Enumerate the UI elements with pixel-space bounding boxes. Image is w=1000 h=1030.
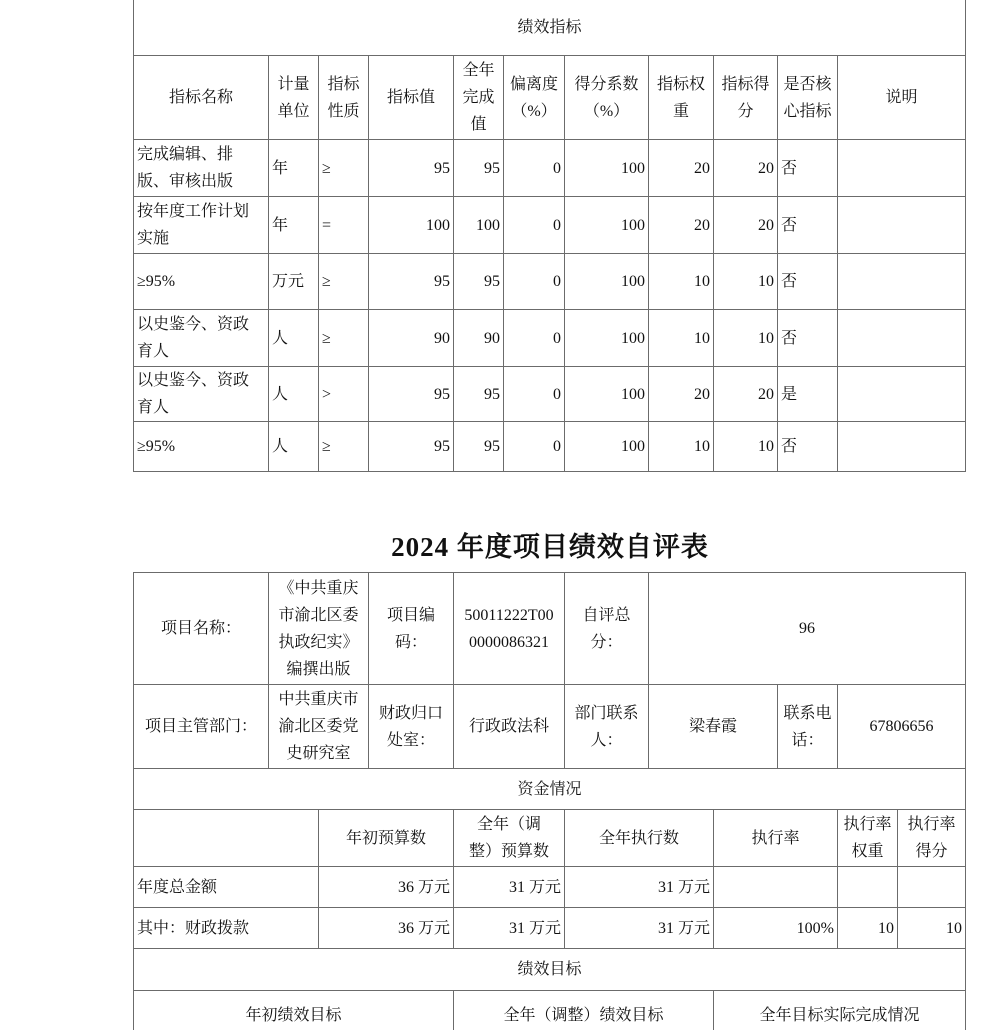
table-cell: 20 bbox=[713, 366, 778, 422]
table-cell: 年 bbox=[268, 139, 319, 197]
table-cell: 年 bbox=[268, 196, 319, 254]
funds-cell: 100% bbox=[713, 907, 838, 949]
table-cell: 10 bbox=[713, 253, 778, 310]
funds-cell: 31 万元 bbox=[453, 907, 565, 949]
funds-cell: 36 万元 bbox=[318, 866, 454, 908]
table-cell bbox=[837, 196, 966, 254]
section-title-goals: 绩效目标 bbox=[133, 948, 966, 991]
funds-cell: 10 bbox=[837, 907, 898, 949]
table-cell: 20 bbox=[648, 196, 714, 254]
table-cell: 人 bbox=[268, 366, 319, 422]
table-cell: 否 bbox=[777, 309, 838, 367]
phone-label: 联系电 话： bbox=[777, 684, 838, 769]
table-cell: 95 bbox=[368, 139, 454, 197]
column-header: 得分系数 （%） bbox=[564, 55, 649, 140]
project-code: 50011222T00 0000086321 bbox=[453, 572, 565, 685]
score-label: 自评总 分： bbox=[564, 572, 649, 685]
funds-column-header: 全年（调 整）预算数 bbox=[453, 809, 565, 867]
project-name-label: 项目名称： bbox=[133, 572, 269, 685]
funds-column-header: 全年执行数 bbox=[564, 809, 714, 867]
goals-column-header: 年初绩效目标 bbox=[133, 990, 454, 1030]
table-cell: ≥ bbox=[318, 253, 369, 310]
table-cell: 100 bbox=[564, 421, 649, 472]
table-cell: 100 bbox=[564, 139, 649, 197]
table-cell: 0 bbox=[503, 309, 565, 367]
table-cell: 20 bbox=[648, 139, 714, 197]
column-header: 偏离度 （%） bbox=[503, 55, 565, 140]
table-cell: 否 bbox=[777, 253, 838, 310]
table-cell bbox=[837, 421, 966, 472]
table-cell: 人 bbox=[268, 309, 319, 367]
self-evaluation-score: 96 bbox=[648, 572, 966, 685]
contact-label: 部门联系 人： bbox=[564, 684, 649, 769]
table-cell: 否 bbox=[777, 421, 838, 472]
phone: 67806656 bbox=[837, 684, 966, 769]
table-cell: 100 bbox=[564, 253, 649, 310]
indicator-name: 按年度工作计划 实施 bbox=[133, 196, 269, 254]
contact-person: 梁春霞 bbox=[648, 684, 778, 769]
table-cell: 100 bbox=[564, 309, 649, 367]
goals-column-header: 全年（调整）绩效目标 bbox=[453, 990, 714, 1030]
funds-cell: 31 万元 bbox=[564, 907, 714, 949]
column-header: 指标得 分 bbox=[713, 55, 778, 140]
table-cell: 是 bbox=[777, 366, 838, 422]
table-cell: 20 bbox=[648, 366, 714, 422]
funds-cell bbox=[837, 866, 898, 908]
table-cell: 100 bbox=[564, 196, 649, 254]
table-cell bbox=[837, 366, 966, 422]
table-cell: ≥ bbox=[318, 139, 369, 197]
column-header: 指标权 重 bbox=[648, 55, 714, 140]
funds-column-header bbox=[133, 809, 319, 867]
table-cell: 人 bbox=[268, 421, 319, 472]
funds-cell bbox=[897, 866, 966, 908]
table-cell: 0 bbox=[503, 253, 565, 310]
table-cell: = bbox=[318, 196, 369, 254]
table-cell: 10 bbox=[648, 309, 714, 367]
indicator-name: 以史鉴今、资政 育人 bbox=[133, 309, 269, 367]
page-title: 2024 年度项目绩效自评表 bbox=[391, 532, 709, 562]
table-cell: 20 bbox=[713, 139, 778, 197]
table-cell: 否 bbox=[777, 196, 838, 254]
table-cell: 100 bbox=[368, 196, 454, 254]
table-cell: 100 bbox=[564, 366, 649, 422]
indicator-name: 完成编辑、排 版、审核出版 bbox=[133, 139, 269, 197]
table-cell: 否 bbox=[777, 139, 838, 197]
funds-cell: 36 万元 bbox=[318, 907, 454, 949]
table-cell: 95 bbox=[453, 421, 504, 472]
table-cell: 10 bbox=[648, 421, 714, 472]
table-cell: 95 bbox=[368, 421, 454, 472]
table-cell: 10 bbox=[713, 309, 778, 367]
table-cell: 20 bbox=[713, 196, 778, 254]
finance-office: 行政政法科 bbox=[453, 684, 565, 769]
table-cell: 10 bbox=[648, 253, 714, 310]
dept-label: 项目主管部门： bbox=[133, 684, 269, 769]
funds-cell: 10 bbox=[897, 907, 966, 949]
table-cell: 95 bbox=[368, 253, 454, 310]
section-title-indicators: 绩效指标 bbox=[133, 0, 966, 56]
table-cell: 95 bbox=[453, 253, 504, 310]
column-header: 是否核 心指标 bbox=[777, 55, 838, 140]
table-cell: 10 bbox=[713, 421, 778, 472]
indicator-name: 以史鉴今、资政 育人 bbox=[133, 366, 269, 422]
finance-label: 财政归口 处室： bbox=[368, 684, 454, 769]
funds-column-header: 执行率 得分 bbox=[897, 809, 966, 867]
funds-cell bbox=[713, 866, 838, 908]
table-cell: 0 bbox=[503, 139, 565, 197]
column-header: 计量 单位 bbox=[268, 55, 319, 140]
funds-cell: 年度总金额 bbox=[133, 866, 319, 908]
table-cell: 100 bbox=[453, 196, 504, 254]
column-header: 指标名称 bbox=[133, 55, 269, 140]
table-cell bbox=[837, 253, 966, 310]
dept: 中共重庆市 渝北区委党 史研究室 bbox=[268, 684, 369, 769]
table-cell: 90 bbox=[453, 309, 504, 367]
indicator-name: ≥95% bbox=[133, 421, 269, 472]
table-cell: 90 bbox=[368, 309, 454, 367]
table-cell: ≥ bbox=[318, 309, 369, 367]
table-cell: 95 bbox=[453, 366, 504, 422]
table-cell: 0 bbox=[503, 366, 565, 422]
table-cell: ≥ bbox=[318, 421, 369, 472]
funds-cell: 其中：财政拨款 bbox=[133, 907, 319, 949]
column-header: 指标 性质 bbox=[318, 55, 369, 140]
table-cell: 0 bbox=[503, 196, 565, 254]
indicator-name: ≥95% bbox=[133, 253, 269, 310]
funds-column-header: 年初预算数 bbox=[318, 809, 454, 867]
table-cell: 0 bbox=[503, 421, 565, 472]
funds-cell: 31 万元 bbox=[453, 866, 565, 908]
section-title-funds: 资金情况 bbox=[133, 768, 966, 810]
table-cell bbox=[837, 309, 966, 367]
goals-column-header: 全年目标实际完成情况 bbox=[713, 990, 966, 1030]
funds-cell: 31 万元 bbox=[564, 866, 714, 908]
column-header: 指标值 bbox=[368, 55, 454, 140]
funds-column-header: 执行率 权重 bbox=[837, 809, 898, 867]
table-cell: 95 bbox=[453, 139, 504, 197]
project-code-label: 项目编 码： bbox=[368, 572, 454, 685]
table-cell: 万元 bbox=[268, 253, 319, 310]
table-cell: 95 bbox=[368, 366, 454, 422]
table-cell bbox=[837, 139, 966, 197]
column-header: 全年 完成 值 bbox=[453, 55, 504, 140]
column-header: 说明 bbox=[837, 55, 966, 140]
funds-column-header: 执行率 bbox=[713, 809, 838, 867]
table-cell: > bbox=[318, 366, 369, 422]
project-name: 《中共重庆 市渝北区委 执政纪实》 编撰出版 bbox=[268, 572, 369, 685]
